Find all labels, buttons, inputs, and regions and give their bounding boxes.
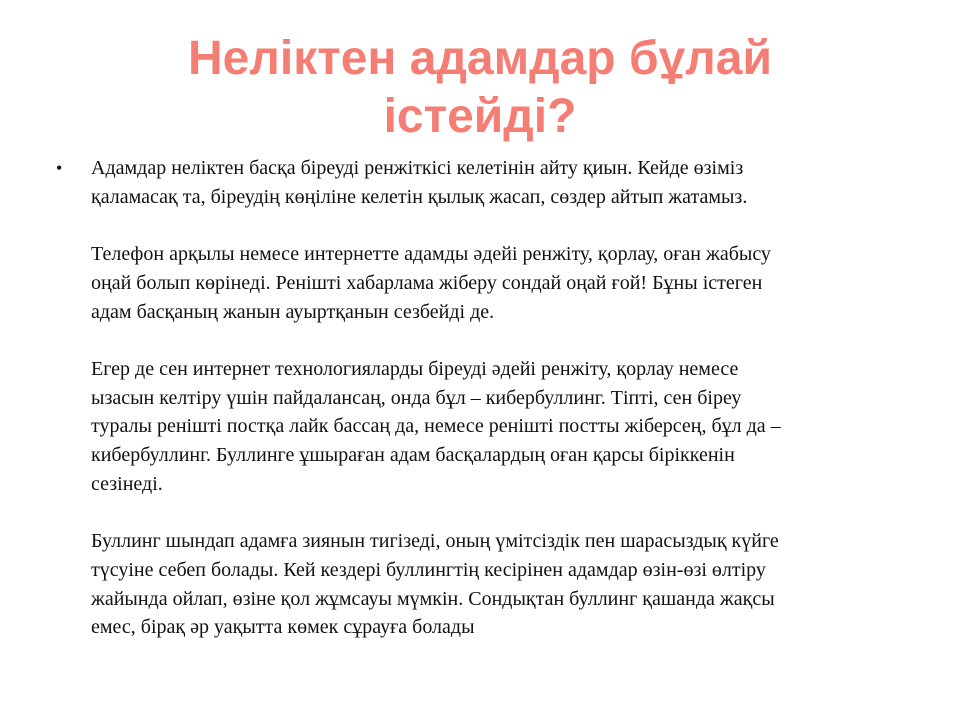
text-line: жайында ойлап, өзіне қол жұмсауы мүмкін. Сондықтан буллинг қашанда жақсы [91, 587, 775, 610]
text-line: Егер де сен интернет технологияларды біреуді әдейі ренжіту, қорлау немесе [91, 357, 739, 380]
paragraph-3 [91, 355, 936, 499]
text-line: Буллинг шындап адамға зиянын тигізеді, оның үмітсіздік пен шарасыздық күйге [91, 530, 779, 553]
paragraph-1 [91, 154, 936, 211]
text-line: туралы ренішті постқа лайк бассаң да, немесе ренішті постты жіберсең, бұл да – [91, 415, 781, 438]
text-line: кибербуллинг. Буллинге ұшыраған адам басқалардың оған қарсы біріккенін [91, 444, 735, 466]
text-line: Телефон арқылы немесе интернетте адамды әдейі ренжіту, қорлау, оған жабысу [91, 243, 771, 266]
slide-title-line-1: Неліктен адамдар бұлай [188, 32, 772, 85]
paragraph-2 [91, 240, 936, 326]
text-line: Адамдар неліктен басқа біреуді ренжіткісі келетінін айту қиын. Кейде өзіміз [91, 157, 744, 179]
bullet-icon: • [56, 158, 63, 178]
text-line: түсуіне себеп болады. Кей кездері буллингтің кесірінен адамдар өзін-өзі өлтіру [91, 558, 766, 581]
slide-title [100, 30, 860, 146]
text-line: емес, бірақ әр уақытта көмек сұрауға болады [91, 616, 475, 639]
slide-body [56, 154, 936, 642]
text-line: сезінеді. [91, 472, 163, 495]
slide-title-line-2: істейді? [383, 90, 577, 143]
text-line: ызасын келтіру үшін пайдалансаң, онда бұл – кибербуллинг. Тіпті, сен біреу [91, 386, 742, 409]
text-line: қаламасақ та, біреудің көңіліне келетін қылық жасап, сөздер айтып жатамыз. [91, 185, 748, 208]
paragraph-4 [91, 527, 936, 642]
text-line: адам басқаның жанын ауыртқанын сезбейді де. [91, 300, 495, 323]
bullet-text [91, 154, 936, 642]
text-line: оңай болып көрінеді. Ренішті хабарлама жіберу сондай оңай ғой! Бұны істеген [91, 271, 763, 294]
